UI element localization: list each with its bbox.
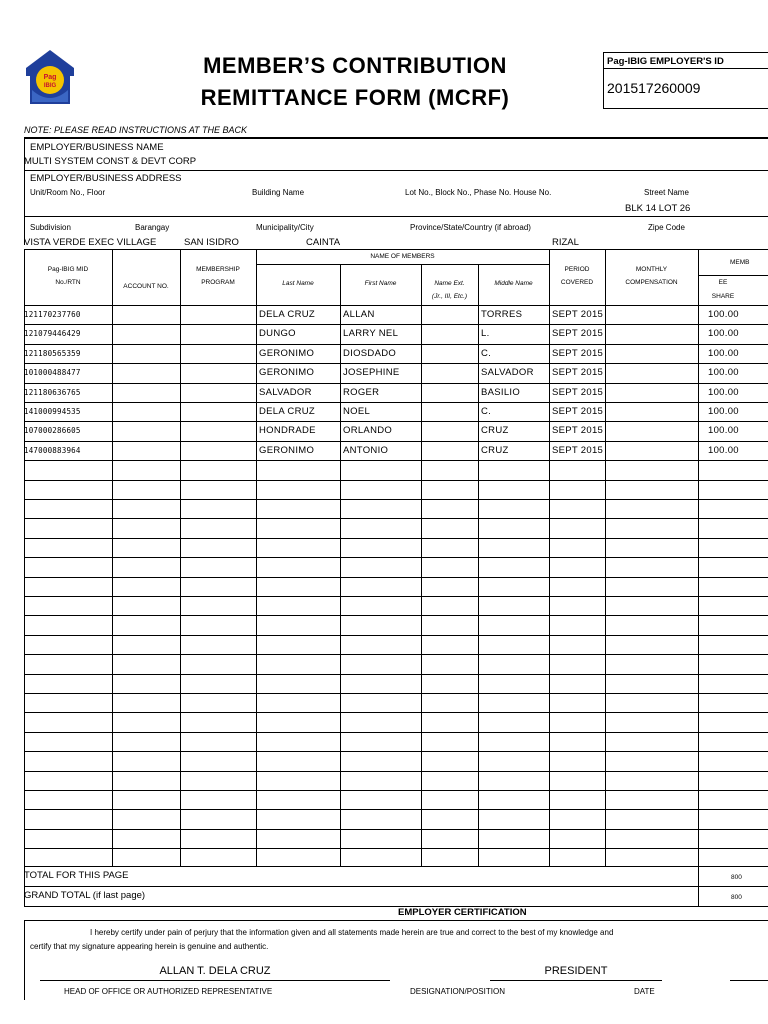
cell-period: SEPT 2015 (552, 387, 604, 398)
cell-mid: 141000994535 (24, 407, 81, 416)
col-names-group: NAME OF MEMBERS (370, 253, 435, 260)
cell-period: SEPT 2015 (552, 309, 604, 320)
col-monthly-2: COMPENSATION (625, 279, 678, 286)
signatory-name: ALLAN T. DELA CRUZ (159, 965, 271, 977)
cell-first-name: ALLAN (343, 309, 375, 320)
cell-ee-share: 100.00 (708, 425, 739, 436)
employer-name-label: EMPLOYER/BUSINESS NAME (30, 142, 164, 153)
row-divider (24, 635, 768, 636)
row-divider (24, 615, 768, 616)
cell-middle-name: CRUZ (481, 425, 509, 436)
col-last-name: Last Name (282, 280, 314, 287)
cell-period: SEPT 2015 (552, 445, 604, 456)
unit-label: Unit/Room No., Floor (30, 188, 106, 197)
signatory-label: HEAD OF OFFICE OR AUTHORIZED REPRESENTATIVE (64, 987, 273, 996)
cell-period: SEPT 2015 (552, 328, 604, 339)
cell-first-name: JOSEPHINE (343, 367, 400, 378)
cell-middle-name: SALVADOR (481, 367, 534, 378)
cell-middle-name: L. (481, 328, 490, 339)
row-divider (24, 557, 768, 558)
row-divider (24, 771, 768, 772)
col-mid-2: No./RTN (55, 279, 81, 286)
employer-id-box (603, 52, 768, 109)
row-divider (24, 829, 768, 830)
col-period-1: PERIOD (564, 266, 590, 273)
cell-ee-share: 100.00 (708, 406, 739, 417)
row-divider (24, 577, 768, 578)
col-ee-2: SHARE (711, 293, 735, 300)
cell-last-name: GERONIMO (259, 348, 315, 359)
employer-address-label: EMPLOYER/BUSINESS ADDRESS (30, 173, 182, 184)
col-name-ext-1: Name Ext. (434, 280, 465, 287)
cell-mid: 121079446429 (24, 329, 81, 338)
cell-mid: 107000286605 (24, 426, 81, 435)
lot-label: Lot No., Block No., Phase No. House No. (405, 188, 552, 197)
designation-label: DESIGNATION/POSITION (410, 987, 505, 996)
row-divider (24, 790, 768, 791)
row-divider (24, 421, 768, 422)
col-middle-name: Middle Name (494, 280, 533, 287)
row-divider (24, 732, 768, 733)
municipality-label: Municipality/City (256, 223, 314, 232)
street-label: Street Name (644, 188, 689, 197)
cell-period: SEPT 2015 (552, 348, 604, 359)
row-divider (24, 674, 768, 675)
cell-last-name: DUNGO (259, 328, 296, 339)
row-divider (24, 848, 768, 849)
cell-mid: 121170237760 (24, 310, 81, 319)
cell-ee-share: 100.00 (708, 445, 739, 456)
employer-id-label: Pag-IBIG EMPLOYER'S ID (604, 53, 768, 69)
grand-total-label: GRAND TOTAL (if last page) (24, 890, 146, 901)
cell-ee-share: 100.00 (708, 367, 739, 378)
employer-name: MULTI SYSTEM CONST & DEVT CORP (24, 156, 197, 167)
certification-heading: EMPLOYER CERTIFICATION (398, 907, 527, 918)
cell-ee-share: 100.00 (708, 328, 739, 339)
instructions-note: NOTE: PLEASE READ INSTRUCTIONS AT THE BACK (24, 125, 248, 135)
row-divider (24, 751, 768, 752)
row-divider (24, 499, 768, 500)
cell-first-name: ROGER (343, 387, 380, 398)
row-divider (24, 693, 768, 694)
cell-mid: 101000488477 (24, 368, 81, 377)
grand-total-value: 800 (731, 894, 742, 901)
col-ee-1: EE (718, 279, 728, 286)
cell-mid: 147000883964 (24, 446, 81, 455)
col-period-2: COVERED (560, 279, 594, 286)
row-divider (24, 383, 768, 384)
col-name-ext-2: (Jr., III, Etc.) (431, 293, 468, 300)
total-page-value: 800 (731, 874, 742, 881)
signatory-position: PRESIDENT (544, 965, 608, 977)
date-label: DATE (634, 987, 655, 996)
row-divider (24, 441, 768, 442)
cell-middle-name: C. (481, 348, 492, 359)
certification-text-1: I hereby certify under pain of perjury that the information given and all statements made herein are true and correct to the best of my knowledge and (90, 928, 614, 937)
province-value: RIZAL (552, 237, 579, 248)
cell-ee-share: 100.00 (708, 309, 739, 320)
cell-first-name: DIOSDADO (343, 348, 397, 359)
col-first-name: First Name (364, 280, 397, 287)
cell-first-name: NOEL (343, 406, 371, 417)
row-divider (24, 809, 768, 810)
cell-ee-share: 100.00 (708, 387, 739, 398)
row-divider (24, 596, 768, 597)
svg-text:Pag: Pag (43, 74, 57, 81)
cell-last-name: HONDRADE (259, 425, 316, 436)
municipality-value: CAINTA (306, 237, 341, 248)
cell-first-name: LARRY NEL (343, 328, 399, 339)
cell-last-name: GERONIMO (259, 445, 315, 456)
row-divider (24, 402, 768, 403)
row-divider (24, 518, 768, 519)
cell-middle-name: CRUZ (481, 445, 509, 456)
col-program-2: PROGRAM (201, 279, 235, 286)
cell-period: SEPT 2015 (552, 367, 604, 378)
certification-text-2: certify that my signature appearing herein is genuine and authentic. (30, 942, 269, 951)
subdivision-label: Subdivision (30, 223, 71, 232)
form-title-line2: REMITTANCE FORM (MCRF) (200, 85, 510, 110)
row-divider (24, 460, 768, 461)
col-monthly-1: MONTHLY (635, 266, 668, 273)
row-divider (24, 712, 768, 713)
form-title-line1: MEMBER’S CONTRIBUTION (203, 53, 507, 78)
cell-last-name: GERONIMO (259, 367, 315, 378)
cell-middle-name: C. (481, 406, 492, 417)
svg-text:IBIG: IBIG (43, 83, 57, 89)
cell-last-name: DELA CRUZ (259, 309, 316, 320)
cell-last-name: SALVADOR (259, 387, 312, 398)
cell-ee-share: 100.00 (708, 348, 739, 359)
cell-first-name: ORLANDO (343, 425, 393, 436)
cell-last-name: DELA CRUZ (259, 406, 316, 417)
total-page-label: TOTAL FOR THIS PAGE (24, 870, 129, 881)
cell-mid: 121180636765 (24, 388, 81, 397)
cell-middle-name: TORRES (481, 309, 523, 320)
street-value: BLK 14 LOT 26 (625, 203, 691, 214)
cell-mid: 121180565359 (24, 349, 81, 358)
employer-id-value: 201517260009 (607, 80, 701, 96)
col-program-1: MEMBERSHIP (196, 266, 240, 273)
cell-first-name: ANTONIO (343, 445, 389, 456)
barangay-label: Barangay (135, 223, 170, 232)
zip-label: Zipe Code (648, 223, 685, 232)
cell-period: SEPT 2015 (552, 425, 604, 436)
row-divider (24, 654, 768, 655)
row-divider (24, 480, 768, 481)
col-account: ACCOUNT NO. (123, 283, 169, 290)
cell-middle-name: BASILIO (481, 387, 521, 398)
col-mid-1: Pag-IBIG MID (47, 266, 89, 273)
cell-period: SEPT 2015 (552, 406, 604, 417)
barangay-value: SAN ISIDRO (184, 237, 239, 248)
col-member-group: MEMB (730, 259, 750, 266)
pag-ibig-logo (24, 46, 76, 108)
subdivision-value: VISTA VERDE EXEC VILLAGE (24, 237, 157, 248)
row-divider (24, 538, 768, 539)
building-label: Building Name (252, 188, 305, 197)
province-label: Province/State/Country (if abroad) (410, 223, 531, 232)
